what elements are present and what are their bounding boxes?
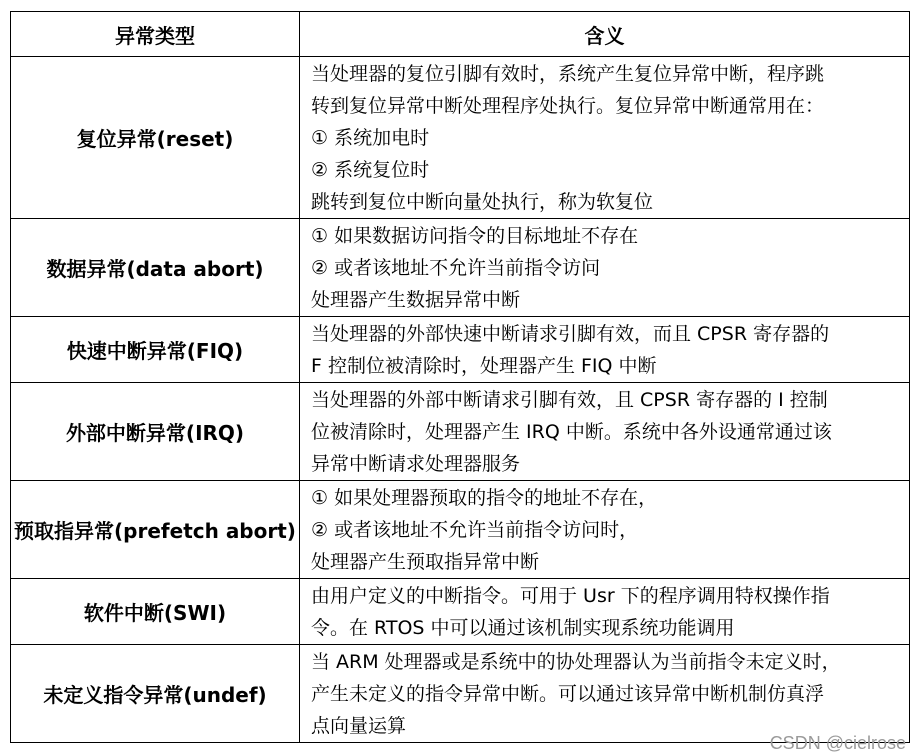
meaning-line: 当处理器的外部中断请求引脚有效，且 CPSR 寄存器的 I 控制 — [311, 389, 828, 411]
meaning-line: 产生未定义的指令异常中断。可以通过该异常中断机制仿真浮 — [311, 683, 825, 705]
row-type: 预取指异常(prefetch abort) — [11, 481, 300, 579]
header-type: 异常类型 — [11, 12, 300, 57]
watermark: CSDN @cielrose — [769, 733, 906, 753]
meaning-line: 位被清除时，处理器产生 IRQ 中断。系统中各外设通常通过该 — [311, 421, 832, 443]
meaning-line: 跳转到复位中断向量处执行，称为软复位 — [311, 191, 654, 213]
meaning-line: 处理器产生数据异常中断 — [311, 289, 521, 311]
meaning-line: ② 或者该地址不允许当前指令访问时， — [311, 519, 639, 541]
meaning-line: ② 系统复位时 — [311, 159, 430, 181]
row-meaning — [300, 317, 910, 383]
table-row-fiq — [11, 317, 910, 383]
meaning-line: 当处理器的复位引脚有效时，系统产生复位异常中断，程序跳 — [311, 63, 825, 85]
table-header-row — [11, 12, 910, 57]
table-row-prefetch-abort — [11, 481, 910, 579]
row-meaning — [300, 57, 910, 219]
meaning-line: 处理器产生预取指异常中断 — [311, 551, 540, 573]
row-meaning — [300, 579, 910, 645]
table-row-undef — [11, 645, 910, 743]
meaning-line: ② 或者该地址不允许当前指令访问 — [311, 257, 601, 279]
meaning-line: 当 ARM 处理器或是系统中的协处理器认为当前指令未定义时， — [311, 651, 841, 673]
meaning-line: 令。在 RTOS 中可以通过该机制实现系统功能调用 — [311, 617, 735, 639]
row-meaning — [300, 383, 910, 481]
row-meaning — [300, 219, 910, 317]
meaning-line: 由用户定义的中断指令。可用于 Usr 下的程序调用特权操作指 — [311, 585, 830, 607]
row-type: 软件中断(SWI) — [11, 579, 300, 645]
meaning-line: 异常中断请求处理器服务 — [311, 453, 521, 475]
meaning-line: ① 如果处理器预取的指令的地址不存在， — [311, 487, 658, 509]
meaning-line: ① 系统加电时 — [311, 127, 430, 149]
meaning-line: 转到复位异常中断处理程序处执行。复位异常中断通常用在： — [311, 95, 825, 117]
table-row-reset — [11, 57, 910, 219]
meaning-line: 当处理器的外部快速中断请求引脚有效，而且 CPSR 寄存器的 — [311, 323, 830, 345]
row-type: 外部中断异常(IRQ) — [11, 383, 300, 481]
meaning-line: F 控制位被清除时，处理器产生 FIQ 中断 — [311, 355, 657, 377]
row-meaning — [300, 645, 910, 743]
table-row-swi — [11, 579, 910, 645]
row-type: 复位异常(reset) — [11, 57, 300, 219]
row-type: 快速中断异常(FIQ) — [11, 317, 300, 383]
table-row-irq — [11, 383, 910, 481]
meaning-line: 点向量运算 — [311, 715, 407, 737]
meaning-line: ① 如果数据访问指令的目标地址不存在 — [311, 225, 639, 247]
row-type: 未定义指令异常(undef) — [11, 645, 300, 743]
row-type: 数据异常(data abort) — [11, 219, 300, 317]
table-row-data-abort — [11, 219, 910, 317]
row-meaning — [300, 481, 910, 579]
exception-table — [10, 11, 910, 743]
header-meaning: 含义 — [300, 12, 910, 57]
